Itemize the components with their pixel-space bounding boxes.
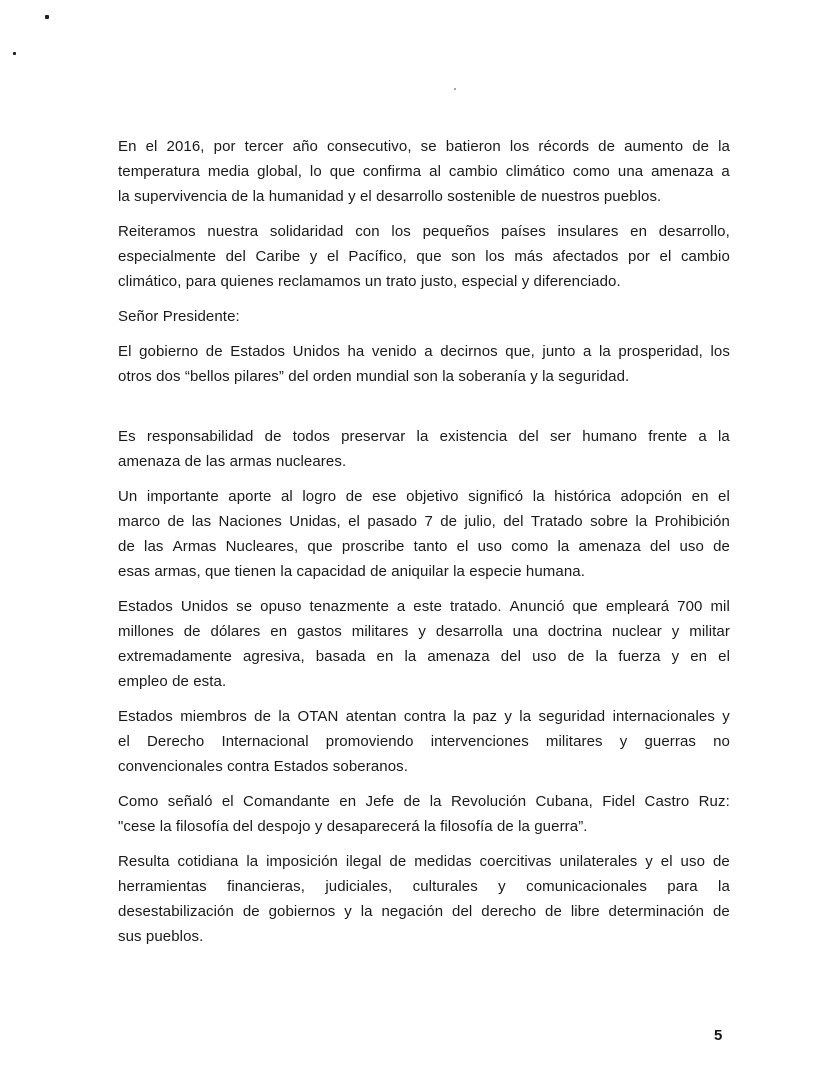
paragraph: [118, 789, 730, 839]
scan-speck: [13, 52, 16, 55]
paragraph: [118, 219, 730, 294]
text-line: empleo de esta.: [118, 673, 227, 690]
text-line: amenaza de las armas nucleares.: [118, 453, 347, 470]
text-line: millones de dólares en gastos militares y desarrolla una doctrina nuclear y militar: [118, 623, 730, 640]
paragraph: [118, 134, 730, 209]
text-line: Un importante aporte al logro de ese objetivo significó la histórica adopción en el: [118, 488, 730, 505]
paragraph: [118, 704, 730, 779]
text-line: Estados miembros de la OTAN atentan contra la paz y la seguridad internacionales y: [118, 708, 730, 725]
text-line: Resulta cotidiana la imposición ilegal de medidas coercitivas unilaterales y el uso de: [118, 853, 730, 870]
text-line: Señor Presidente:: [118, 308, 240, 325]
text-line: convencionales contra Estados soberanos.: [118, 758, 409, 775]
paragraph: [118, 594, 730, 694]
text-line: especialmente del Caribe y el Pacífico, que son los más afectados por el cambio: [118, 248, 730, 265]
text-line: el Derecho Internacional promoviendo intervenciones militares y guerras no: [118, 733, 730, 750]
document-body: [118, 134, 730, 959]
scan-speck: [454, 88, 456, 90]
text-line: la supervivencia de la humanidad y el desarrollo sostenible de nuestros pueblos.: [118, 188, 662, 205]
page-number: 5: [714, 1027, 723, 1044]
scan-speck: [45, 15, 49, 19]
text-line: En el 2016, por tercer año consecutivo, se batieron los récords de aumento de la: [118, 138, 730, 155]
text-line: Es responsabilidad de todos preservar la existencia del ser humano frente a la: [118, 428, 730, 445]
paragraph: [118, 849, 730, 949]
paragraph: [118, 424, 730, 474]
text-line: otros dos “bellos pilares” del orden mundial son la soberanía y la seguridad.: [118, 368, 630, 385]
text-line: Reiteramos nuestra solidaridad con los pequeños países insulares en desarrollo,: [118, 223, 730, 240]
text-line: extremadamente agresiva, basada en la amenaza del uso de la fuerza y en el: [118, 648, 730, 665]
text-line: desestabilización de gobiernos y la negación del derecho de libre determinación de: [118, 903, 730, 920]
text-line: temperatura media global, lo que confirma al cambio climático como una amenaza a: [118, 163, 730, 180]
text-line: Como señaló el Comandante en Jefe de la Revolución Cubana, Fidel Castro Ruz:: [118, 793, 730, 810]
paragraph: [118, 304, 730, 329]
text-line: esas armas, que tienen la capacidad de aniquilar la especie humana.: [118, 563, 585, 580]
paragraph: [118, 484, 730, 584]
text-line: marco de las Naciones Unidas, el pasado 7 de julio, del Tratado sobre la Prohibición: [118, 513, 730, 530]
text-line: climático, para quienes reclamamos un trato justo, especial y diferenciado.: [118, 273, 621, 290]
text-line: "cese la filosofía del despojo y desaparecerá la filosofía de la guerra”.: [118, 818, 588, 835]
paragraph: [118, 339, 730, 389]
text-line: El gobierno de Estados Unidos ha venido a decirnos que, junto a la prosperidad, los: [118, 343, 730, 360]
text-line: de las Armas Nucleares, que proscribe tanto el uso como la amenaza del uso de: [118, 538, 730, 555]
text-line: sus pueblos.: [118, 928, 204, 945]
text-line: herramientas financieras, judiciales, culturales y comunicacionales para la: [118, 878, 730, 895]
text-line: Estados Unidos se opuso tenazmente a este tratado. Anunció que empleará 700 mil: [118, 598, 730, 615]
